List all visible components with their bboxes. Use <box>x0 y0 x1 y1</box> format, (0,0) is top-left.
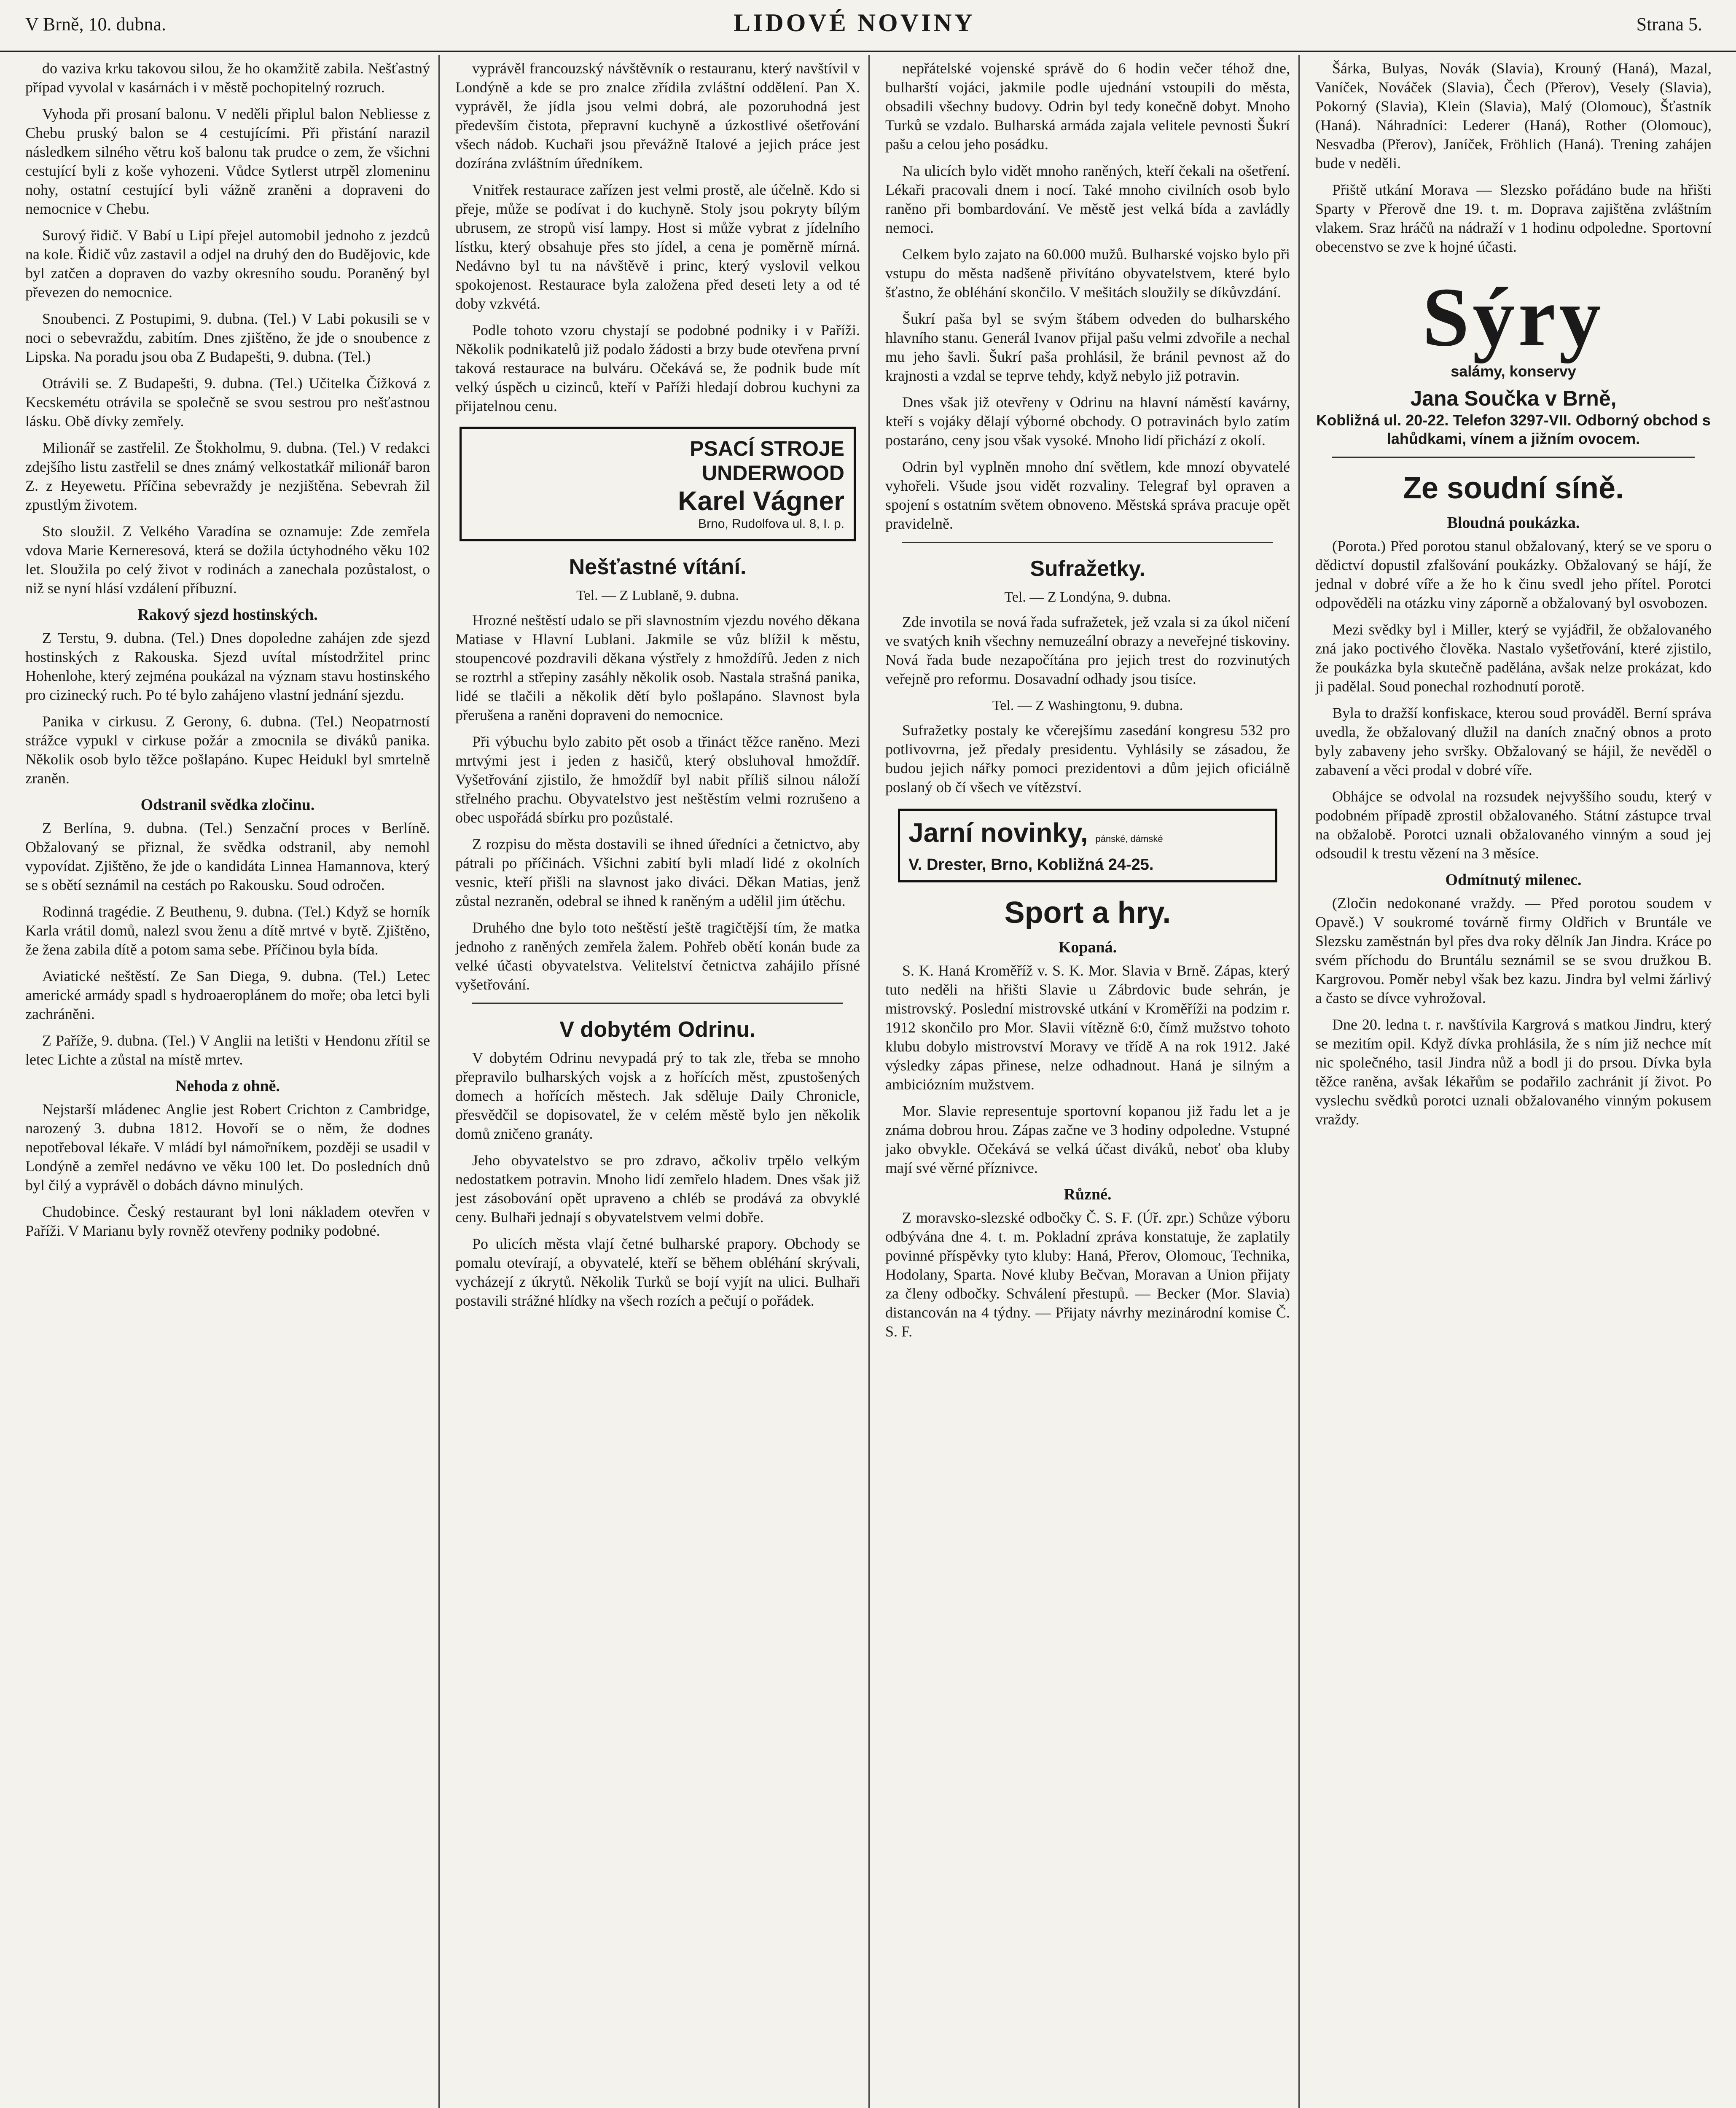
article-paragraph: Chudobince. Český restaurant byl loni nákladem otevřen v Paříži. V Marianu byly rovněž otevřeny podniky podobné. <box>25 1203 430 1239</box>
article-paragraph: Panika v cirkusu. Z Gerony, 6. dubna. (Tel.) Neopatrností strážce vypukl v cirkuse požár a zmocnila se diváků panika. Několik osob bylo těžce pošlapáno. Kupec Heidukl byl smrtelně zraněn. <box>25 713 430 787</box>
article-paragraph: Z Paříže, 9. dubna. (Tel.) V Anglii na letišti v Hendonu zřítil se letec Lichte a zůstal na místě mrtev. <box>25 1032 430 1068</box>
column-rule <box>1298 55 1300 2108</box>
ad-address: V. Drester, Brno, Kobližná 24-25. <box>908 856 1154 874</box>
article-paragraph: Na ulicích bylo vidět mnoho raněných, kteří čekali na ošetření. Lékaři pracovali dnem i nocí. Také mnoho civilních osob bylo raněno při bombardování. Ve městě jest velká bída a zavládly nemoci. <box>885 162 1290 236</box>
column-rule <box>438 55 440 2108</box>
column-3 <box>885 59 1290 2108</box>
article-title: V dobytém Odrinu. <box>559 1017 756 1042</box>
article-paragraph: do vaziva krku takovou silou, že ho okamžitě zabila. Nešťastný případ vyvolal v kasárnách i v městě pochopitelný rozruch. <box>25 60 430 96</box>
ad-headline <box>908 817 1267 855</box>
article-paragraph: Aviatické neštěstí. Ze San Diega, 9. dubna. (Tel.) Letec americké armády spadl s hydroaeroplánem do moře; oba letci byli zachráněni. <box>25 968 430 1022</box>
section-subheading: Bloudná poukázka. <box>1447 514 1580 532</box>
article-paragraph: Při výbuchu bylo zabito pět osob a třináct těžce raněno. Mezi mrtvými jest i jeden z hasičů, který obsluhoval hmoždíř. Vyšetřování zjistilo, že hmoždíř byl nabit příliš silnou náloží střelného prachu. Obyvatelstvo jest neštěstím velmi rozrušeno a obec uspořádá sbírku pro pozůstalé. <box>455 733 860 826</box>
cheese-advertisement <box>1315 273 1712 448</box>
article-paragraph: Sufražetky postaly ke včerejšímu zasedání kongresu 532 pro potlivovrna, jež předaly presidentu. Vyhlásily se zásadou, že budou jejich nářky pomoci prezidentovi a dům jejich oficiálně poslaný ob čí všech ve vítězství. <box>885 722 1290 796</box>
ad-headline-text: Jarní novinky, <box>908 817 1088 848</box>
article-paragraph: Odrin byl vyplněn mnoho dní světlem, kde mnozí obyvatelé vyhořeli. Všude jsou vidět rozvaliny. Telegraf byl opraven a spojení s ostatním světem obnoveno. Městská správa pracuje opět pravidelně. <box>885 458 1290 532</box>
article-paragraph: Otrávili se. Z Budapešti, 9. dubna. (Tel.) Učitelka Čížková z Kecskemétu otrávila se společně se svou sestrou pro nešťastnou lásku. Obě dívky zemřely. <box>25 375 430 430</box>
article-paragraph: Snoubenci. Z Postupimi, 9. dubna. (Tel.) V Labi pokusili se v noci o sebevraždu, zabitím. Dnes zjištěno, že jde o snoubence z Lipska. Na poradu jsou oba Z Budapešti, 9. dubna. (Tel.) <box>25 310 430 365</box>
article-paragraph: vyprávěl francouzský návštěvník o restauranu, který navštívil v Londýně a kde se pro znalce zřídila zvláštní oddělení. Pan X. vyprávěl, že jídla jsou velmi dobrá, ale pozoruhodná jest především čistota, přepravní kuchyně a úzkostlivé ošetřování všech nádob. Kuchaři jsou převážně Italové a jejich práce jest dozírána zvláštním úředníkem. <box>455 60 860 172</box>
article-paragraph: Z Terstu, 9. dubna. (Tel.) Dnes dopoledne zahájen zde sjezd hostinských z Rakouska. Sjezd uvítal místodržitel princ Hohenlohe, který zejména poukázal na význam stavu hostinského pro cizinecký ruch. Po té bylo zahájeno vlastní jednání sjezdu. <box>25 629 430 703</box>
underwood-advertisement <box>460 427 856 541</box>
article-heading: Rakový sjezd hostinských. <box>137 606 318 624</box>
page-number: Strana 5. <box>1636 14 1702 35</box>
article-heading: Nehoda z ohně. <box>175 1077 280 1095</box>
article-paragraph: nepřátelské vojenské správě do 6 hodin večer téhož dne, bulharští vojáci, jakmile podle ujednání vstoupili do města, obsadili všechny budovy. Odrin byl tedy konečně dobyt. Mnoho Turků se vzdalo. Bulharská armáda zajala velitele pevnosti Šukrí pašu a celou jeho posádku. <box>885 60 1290 153</box>
article-paragraph: (Porota.) Před porotou stanul obžalovaný, který se ve sporu o dědictví dopustil zfalšování poukázky. Obžalovaný se hájí, že jednal v dobré víře a že ho k činu svedl jeho přítel. Porotci odpověděli na otázku viny záporně a obžalovaný byl osvobozen. <box>1315 538 1712 611</box>
page-header <box>0 0 1736 52</box>
masthead-title: LIDOVÉ NOVINY <box>734 9 975 37</box>
ad-shop-info: Kobližná ul. 20-22. Telefon 3297-VII. Odborný obchod s lahůdkami, vínem a jižním ovocem. <box>1316 411 1711 447</box>
column-2 <box>455 59 860 2108</box>
article-title: Sufražetky. <box>1030 557 1145 581</box>
column-1 <box>25 59 430 2108</box>
article-paragraph: Přiště utkání Morava — Slezsko pořádáno bude na hřišti Sparty v Přerově dne 19. t. m. Doprava zajištěna zvláštním vlakem. Sraz hráčů na nádraží v 1 hodinu odpoledne. Sportovní obecenstvo se zve k hojné účasti. <box>1315 181 1712 255</box>
article-paragraph: Druhého dne bylo toto neštěstí ještě tragičtější tím, že matka jednoho z raněných zemřela žalem. Pohřeb obětí konán bude za velké účasti obyvatelstva. Velitelství četnictva zahájilo přísné vyšetřování. <box>455 919 860 993</box>
article-title: Nešťastné vítání. <box>569 555 747 579</box>
drester-advertisement <box>898 809 1277 882</box>
ad-shop-name: Jana Součka v Brně, <box>1410 387 1617 410</box>
divider <box>902 542 1273 543</box>
article-paragraph: Nejstarší mládenec Anglie jest Robert Crichton z Cambridge, narozený 3. dubna 1812. Hovoří se o něm, že dodnes nepotřeboval lékaře. V mládí byl námořníkem, později se usadil v Londýně a zemřel nedávno ve věku 100 let. Do posledních dnů byl čilý a vyprávěl o dobách dávno minulých. <box>25 1101 430 1194</box>
article-paragraph: Surový řidič. V Babí u Lipí přejel automobil jednoho z jezdců na kole. Řidič vůz zastavil a odjel na druhý den do Budějovic, kde byl zatčen a dopraven do vazby okresního soudu. Poraněný byl převezen do nemocnice. <box>25 227 430 301</box>
column-4 <box>1315 59 1712 2108</box>
divider <box>1332 457 1695 458</box>
article-paragraph: Sto sloužil. Z Velkého Varadína se oznamuje: Zde zemřela vdova Marie Kerneresová, která se dožila úctyhodného věku 102 let. Sloužila po celý život v rodinách a zanechala pozůstalost, o niž se nyní hlásí vzdálení příbuzní. <box>25 523 430 597</box>
article-paragraph: Obhájce se odvolal na rozsudek nejvyššího soudu, který v podobném případě zprostil obžalovaného. Státní zástupce trval na obžalobě. Porotci uznali obžalovaného vinným a soud jej odsoudil k trestu vězení na 3 měsíce. <box>1315 788 1712 862</box>
article-paragraph: Jeho obyvatelstvo se pro zdravo, ačkoliv trpělo velkým nedostatkem potravin. Mnoho lidí zemřelo hladem. Dnes však již jest zásobování opět upraveno a chléb se prodává za obvyklé ceny. Bulhaři jednají s obyvatelstvem velmi dobře. <box>455 1152 860 1226</box>
article-paragraph: Vnitřek restaurace zařízen jest velmi prostě, ale účelně. Kdo si přeje, může se podívat i do kuchyně. Stoly jsou pokryty bílým ubrusem, ze stropů visí lampy. Host si může vybrat z jídelního lístku, který obsahuje přes sto jídel, a cena je poměrně mírná. Nedávno byl tu na návštěvě i princ, který vyslovil velkou spokojenost. Restaurace byla založena před deseti lety a od té doby vzkvétá. <box>455 181 860 312</box>
section-title: Ze soudní síně. <box>1403 471 1624 505</box>
section-subheading: Odmítnutý milenec. <box>1445 871 1582 889</box>
article-paragraph: Vyhoda při prosaní balonu. V neděli připlul balon Nebliesse z Chebu pruský balon se 4 cestujícími. Při přistání narazil následkem silného větru koš balonu tak prudce o zem, že všichni cestující byli z koše vyhozeni. Vůdce Sytlerst utrpěl zlomeninu nohy, ostatní cestující byli vážně zraněni a dopraveni do nemocnice v Chebu. <box>25 105 430 217</box>
article-paragraph: Mor. Slavie representuje sportovní kopanou již řadu let a je známa dobrou hrou. Zápas začne ve 3 hodiny odpoledne. Vstupné jako obvykle. Očekává se velká účast diváků, neboť oba kluby mají své věrné příznivce. <box>885 1102 1290 1176</box>
section-subheading: Různé. <box>1064 1186 1112 1203</box>
article-paragraph: Zde invotila se nová řada sufražetek, jež vzala si za úkol ničení ve svatých knih všechny nemuzeální obrazy a neveřejné tiskoviny. Nová řada bude nezapočítána pro jejich trest do rozvinutých veřejně pro reformu. Dosavadní odhady jsou tisíce. <box>885 613 1290 687</box>
article-paragraph: Z moravsko-slezské odbočky Č. S. F. (Úř. zpr.) Schůze výboru odbývána dne 4. t. m. Pokladní zpráva konstatuje, že zaplatily povinné příspěvky tyto kluby: Haná, Přerov, Olomouc, Technika, Hodolany, Sparta. Nové kluby Bečvan, Moravan a Union přijaty za členy odbočky. Schválení přestupů. — Becker (Mor. Slavia) distancován na 4 týdny. — Přijaty návrhy mezinárodní komise Č. S. F. <box>885 1209 1290 1340</box>
ad-subtext: pánské, dámské <box>1095 834 1163 844</box>
header-dateline: V Brně, 10. dubna. <box>25 14 167 35</box>
article-paragraph: Hrozné neštěstí udalo se při slavnostním vjezdu nového děkana Matiase v Hlavní Lublani. Jakmile se vůz blížil k městu, stoupencové pozdravili děkana výstřely z hmoždířů. Jeden z nich se roztrhl a střepiny zasáhly několik osob. Nastala strašná panika, lidé se tlačili a několik dětí bylo pošlapáno. Slavnost byla přerušena a raněni dopraveni do nemocnice. <box>455 612 860 723</box>
article-paragraph: Rodinná tragédie. Z Beuthenu, 9. dubna. (Tel.) Když se horník Karla vrátil domů, nalezl svou ženu a dítě mrtvé v bytě. Zjištěno, že žena zabila dítě a potom sama sebe. Příčinou byla bída. <box>25 903 430 958</box>
article-paragraph: Celkem bylo zajato na 60.000 mužů. Bulharské vojsko bylo při vstupu do města nadšeně přivítáno obyvatelstvem, které bylo šťastno, že obléhání skončilo. V mešitách sloužily se díkůvzdání. <box>885 246 1290 301</box>
article-paragraph: Dne 20. ledna t. r. navštívila Kargrová s matkou Jindru, který se mezitím opil. Když dívka prohlásila, že s ním již nechce mít nic společného, tasil Jindra nůž a bodl ji do prsou. Dívka byla těžce raněna, avšak lékařům se podařilo zachránit jí život. Po vyslechu svědků porotci uznali obžalovaného vinným pokusem vraždy. <box>1315 1016 1712 1128</box>
ad-headline: PSACÍ STROJE <box>690 437 844 460</box>
article-paragraph: Milionář se zastřelil. Ze Štokholmu, 9. dubna. (Tel.) V redakci zdejšího listu zastřelil se dnes známý velkostatkář milionář baron Z. z Heyewetu. Příčina sebevraždy je nezjištěna. Sebevrah žil zpustlým životem. <box>25 439 430 513</box>
ad-big-title: Sýry <box>1422 271 1604 364</box>
article-paragraph: Podle tohoto vzoru chystají se podobné podniky i v Paříži. Několik podnikatelů již podalo žádosti a brzy bude otevřena první taková restaurace na bulváru. Očekává se, že podnik bude mít velký úspěch u cizinců, kteří v Paříži hledají dobrou kuchyni za přijatelnou cenu. <box>455 322 860 414</box>
article-dateline: Tel. — Z Londýna, 9. dubna. <box>1004 589 1171 605</box>
section-title: Sport a hry. <box>1004 896 1171 930</box>
article-paragraph: Byla to dražší konfiskace, kterou soud prováděl. Berní správa uvedla, že obžalovaný dlužil na daních značný obnos a proto byly zabaveny jeho svršky. Obžalovaný se hájil, že nevěděl o zabavení a věci prodal v dobré víře. <box>1315 704 1712 778</box>
divider <box>472 1003 843 1004</box>
ad-address: Brno, Rudolfova ul. 8, I. p. <box>698 517 844 531</box>
article-paragraph: Po ulicích města vlají četné bulharské prapory. Obchody se pomalu otevírají, a obyvatelé, kteří se během obléhání skrývali, vycházejí z úkrytů. Několik Turků se bojí vyjít na ulici. Bulhaři postavili strážné hlídky na všech rozích a pečují o pořádek. <box>455 1235 860 1309</box>
ad-brand: UNDERWOOD <box>702 461 844 485</box>
article-paragraph: Z rozpisu do města dostavili se ihned úředníci a četnictvo, aby pátrali po příčinách. Všichni zabití byli mladí lidé z okolních vesnic, kteří přišli na slavnost jako diváci. Děkan Matias, jenž zůstal nezraněn, odebral se ihned k raněným a udělil jim útěchu. <box>455 836 860 909</box>
ad-goods: salámy, konservy <box>1451 363 1576 380</box>
article-paragraph: Šukrí paša byl se svým štábem odveden do bulharského hlavního stanu. Generál Ivanov přijal pašu velmi zdvořile a nechal mu jeho šavli. Šukrí paša prohlásil, že bránil pevnost až do krajnosti a vzdal se teprve tehdy, když nebylo již potravin. <box>885 310 1290 384</box>
article-dateline: Tel. — Z Washingtonu, 9. dubna. <box>992 698 1183 713</box>
column-rule <box>868 55 870 2108</box>
article-paragraph: Šárka, Bulyas, Novák (Slavia), Krouný (Haná), Mazal, Vaníček, Nováček (Slavia), Čech (Přerov), Vesely (Slavia), Pokorný (Slavia), Klein (Slavia), Malý (Olomouc), Šťastník (Haná). Náhradníci: Lederer (Haná), Rother (Olomouc), Nesvadba (Přerov), Janíček, Fröhlich (Haná). Trening zahájen bude v neděli. <box>1315 60 1712 172</box>
article-paragraph: (Zločin nedokonané vraždy. — Před porotou soudem v Opavě.) V soukromé továrně firmy Oldřich v Bruntále ve Slezsku zaměstnán byl přes dva roky dělník Jan Jindra. Kráce po svém příchodu do Bruntálu seznámil se se svou družkou B. Kargrovou. Poměr nebyl však bez kazu. Jindra byl velmi žárlivý a často se dívce vyhrožoval. <box>1315 895 1712 1006</box>
article-paragraph: Z Berlína, 9. dubna. (Tel.) Senzační proces v Berlíně. Obžalovaný se přiznal, že svědka odstranil, aby nemohl vypovídat. Zjištěno, že jde o kandidáta Linnea Hamannova, který se s obětí seznámil na cestách po Rakousku. Soud odročen. <box>25 820 430 893</box>
section-subheading: Kopaná. <box>1058 938 1117 956</box>
article-dateline: Tel. — Z Lublaně, 9. dubna. <box>576 588 739 603</box>
article-paragraph: V dobytém Odrinu nevypadá prý to tak zle, třeba se mnoho přepravilo bulharských vojsk a z hořících měst, zpustošených domech a hořících městech. Jak sděluje Daily Chronicle, přesvědčil se dopisovatel, že v celém městě bylo jen několik domů zničeno granáty. <box>455 1049 860 1142</box>
article-paragraph: Dnes však již otevřeny v Odrinu na hlavní náměstí kavárny, kteří s vojáky dělají výborné obchody. O potravinách bylo zatím postaráno, ceny jsou však vysoké. Mnoho lidí přichází z okolí. <box>885 394 1290 449</box>
article-paragraph: Mezi svědky byl i Miller, který se vyjádřil, že obžalovaného zná jako poctivého člověka. Nastalo vyšetřování, které zjistilo, že poukázka byla skutečně padělána, avšak nelze prokázat, kdo ji padělal. Soud ponechal rozhodnutí porotě. <box>1315 621 1712 695</box>
ad-merchant: Karel Vágner <box>678 486 844 516</box>
article-paragraph: S. K. Haná Kroměříž v. S. K. Mor. Slavia v Brně. Zápas, který tuto neděli na hřišti Slavie u Zábrdovic bude sehrán, je mistrovský. Poslední mistrovské utkání v Kroměříži na podzim r. 1912 skončilo pro Mor. Slavii vítězně 6:0, čímž mužstvo tohoto klubu dobylo mistrovství Moravy ve třídě A na rok 1912. Jaké výsledky zápas přinese, nelze odhadnout. Haná je silným a ambiciózním mužstvem. <box>885 962 1290 1093</box>
article-heading: Odstranil svědka zločinu. <box>140 796 315 814</box>
